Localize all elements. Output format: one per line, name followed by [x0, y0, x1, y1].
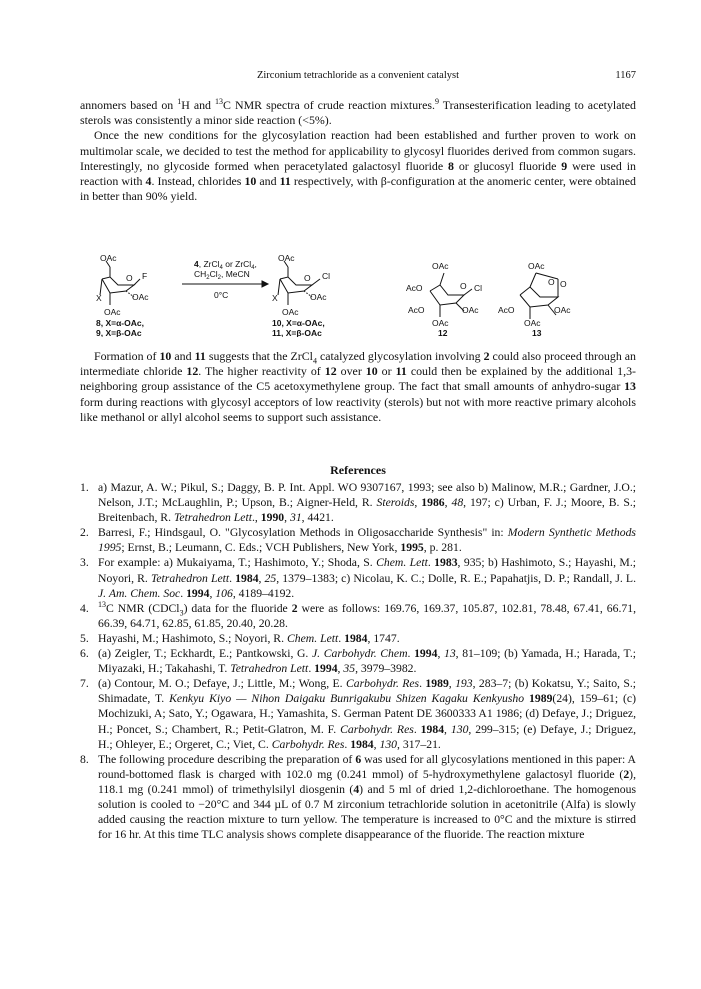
- reference-4: 4. $^{13}$C NMR (CDCl$_3$) data for the fluoride 2 were as follows: 169.76, 169.37, 105.87, 102.81, 78.48, 67.41, 66.71, 66.39, 64.71, 62.85, 61.85, 20.40, 20.28.: [80, 599, 636, 630]
- scheme-aco-13: AcO: [498, 305, 515, 315]
- scheme-compound-12: 12: [438, 328, 448, 337]
- reference-1: 1. a) Mazur, A. W.; Pikul, S.; Daggy, B. P. Int. Appl. WO 9307167, 1993; see also b) Malinow, M.R.; Gardner, J.O.; Nelson, J.T.; McLaughlin, P.; Upson, B.; Aigner-Held, R. Steroids, 1986, 48, 197; c) Urban, F. J.; Moore, B. S.; Breitenbach, R. Tetrahedron Lett., 1990, 31, 4421.: [80, 481, 637, 525]
- reference-3: 3. For example: a) Mukaiyama, T.; Hashimoto, Y.; Shoda, S. Chem. Lett. 1983, 935; b) Hashimoto, S.; Hayashi, M.; Noyori, R. Tetrahedron Lett. 1984, 25, 1379–1383; c) Nicolau, K. C.; Dolle, R. E.; Papahatjis, D. P.; Randall, J. L. J. Am. Chem. Soc. 1994, 106, 4189–4192.: [80, 556, 636, 600]
- scheme-compound-10: 10, X=α-OAc,: [272, 318, 325, 328]
- scheme-oac-8-right: OAc: [132, 292, 149, 302]
- scheme-compound-9: 9, X=β-OAc: [96, 328, 142, 337]
- scheme-ring-o-12: O: [460, 281, 467, 291]
- reference-7: 7. (a) Contour, M. O.; Defaye, J.; Little, M.; Wong, E. Carbohydr. Res. 1989, 193, 283–7; (b) Kokatsu, Y.; Saito, S.; Shimadate, T. Kenkyu Kiyo — Nihon Daigaku Bunrigakubu Shizen Kagaku Kenkyusho 1989(24), 159–61; (c) Mochizuki, A; Sato, Y.; Ogawara, H.; Yamashita, S. German Patent DE 3600333 A1 1986; (d) Defaye, J.; Driguez, H.; Poncet, S.; Chambert, R.; Petit-Glatron, M. F. Carbohydr. Res. 1984, 130, 299–315; (e) Defaye, J.; Driguez, H.; Ohleyer, E.; Orgeret, C.; Viet, C. Carbohydr. Res. 1984, 130, 317–21.: [80, 677, 637, 751]
- body-text-top: [80, 98, 636, 204]
- scheme-cl-12: Cl: [474, 283, 483, 293]
- scheme-oac-13-right: OAc: [554, 305, 571, 315]
- scheme-oac-10-right: OAc: [310, 292, 327, 302]
- page-number: 1167: [615, 70, 636, 81]
- scheme-compound-8: 8, X=α-OAc,: [96, 318, 144, 328]
- paragraph-anomers: annomers based on $^1$H and $^{13}$C NMR spectra of crude reaction mixtures.$^9$ Transesterification leading to acetylated sterols was consistently a minor side reaction (<5%).: [80, 97, 637, 128]
- reference-6: 6. (a) Zeigler, T.; Eckhardt, E.; Pantkowski, G. J. Carbohydr. Chem. 1994, 13, 81–109; (b) Yamada, H.; Harada, T.; Miyazaki, H.; Takahashi, T. Tetrahedron Lett. 1994, 35, 3979–3982.: [80, 647, 636, 676]
- reaction-scheme: [96, 255, 616, 337]
- reference-5: 5. Hayashi, M.; Hashimoto, S.; Noyori, R. Chem. Lett. 1984, 1747.: [80, 631, 400, 645]
- scheme-oac-8-top: OAc: [100, 255, 117, 263]
- paragraph-new-conditions: Once the new conditions for the glycosylation reaction had been established and further proven to work on multimolar scale, we decided to test the method for applicability to glycosyl fluorides derived from common sugars. Interestingly, no glycoside formed when peracetylated galactosyl fluoride 8 or glucosyl fluoride 9 were used in reaction with 4. Instead, chlorides 10 and 11 respectively, with β-configuration at the anomeric center, were obtained in better than 90% yield.: [80, 128, 636, 204]
- scheme-oac-13-top: OAc: [528, 261, 545, 271]
- reference-8: 8. The following procedure describing the preparation of 6 was used for all glycosylations mentioned in this paper: A round-bottomed flask is charged with 102.0 mg (0.241 mmol) of 5-hydroxymethylene galactosyl fluoride (2), 118.1 mg (0.241 mmol) of trimethylsilyl diosgenin (4) and 5 ml of dried 1,2-dichloroethane. The homogenous solution is cooled to −20°C and 344 µL of 0.7 M zirconium tetrachloride solution in acetonitrile (Alfa) is slowly added causing the reaction mixture to turn yellow. The temperature is increased to 0°C and the mixture is stirred for 16 hr. At this time TLC analysis shows complete disappearance of the fluoride. The reaction mixture: [80, 752, 636, 842]
- scheme-ring-o-13b: O: [560, 279, 567, 289]
- scheme-solvent: $CH_2Cl_2$, MeCN: [194, 269, 250, 281]
- scheme-oac-12-top: OAc: [432, 261, 449, 271]
- references-list: [80, 480, 636, 842]
- scheme-compound-11: 11, X=β-OAc: [272, 328, 322, 337]
- scheme-f-8: F: [142, 271, 148, 281]
- scheme-ring-o-13a: O: [548, 277, 555, 287]
- scheme-ring-o-8: O: [126, 273, 133, 283]
- scheme-oac-8-bottom: OAc: [104, 307, 121, 317]
- scheme-oac-13-bottom: OAc: [524, 318, 541, 328]
- reference-2: 2. Barresi, F.; Hindsgaul, O. "Glycosylation Methods in Oligosaccharide Synthesis" in: Modern Synthetic Methods 1995; Ernst, B.; Leumann, C. Eds.; VCH Publishers, New York, 1995, p. 281.: [80, 526, 636, 555]
- scheme-aco-12-left: AcO: [406, 283, 423, 293]
- running-title: Zirconium tetrachloride as a convenient catalyst: [256, 70, 460, 81]
- scheme-x-8: X: [96, 293, 102, 303]
- scheme-cl-10: Cl: [322, 271, 331, 281]
- scheme-ring-o-10: O: [304, 273, 311, 283]
- scheme-oac-10-top: OAc: [278, 255, 295, 263]
- body-text-middle: [80, 349, 636, 425]
- references-heading: References: [330, 463, 386, 477]
- paragraph-formation: Formation of 10 and 11 suggests that the ZrCl$_4$ catalyzed glycosylation involving 2 could also proceed through an intermediate chloride 12. The higher reactivity of 12 over 10 or 11 could then be explained by the additional 1,3-neighboring group assistance of the C5 acetoxymethylene group. The fact that small amounts of anhydro-sugar 13 form during reactions with glycosyl acceptors of low reactivity (sterols) but not with more reactive primary alcohols like methanol or allyl alcohol seems to support such assistance.: [80, 349, 637, 424]
- scheme-temperature: 0°C: [214, 290, 229, 300]
- scheme-x-10: X: [272, 293, 278, 303]
- scheme-compound-13: 13: [532, 328, 542, 337]
- scheme-oac-12-bottom: OAc: [432, 318, 449, 328]
- scheme-reagents: 4, ZrCl$_4$ or ZrCl$_4$,: [194, 259, 257, 271]
- scheme-oac-12-right: OAc: [462, 305, 479, 315]
- scheme-oac-10-bottom: OAc: [282, 307, 299, 317]
- scheme-aco-12-bottom: AcO: [408, 305, 425, 315]
- reaction-scheme-drawing: [96, 255, 616, 337]
